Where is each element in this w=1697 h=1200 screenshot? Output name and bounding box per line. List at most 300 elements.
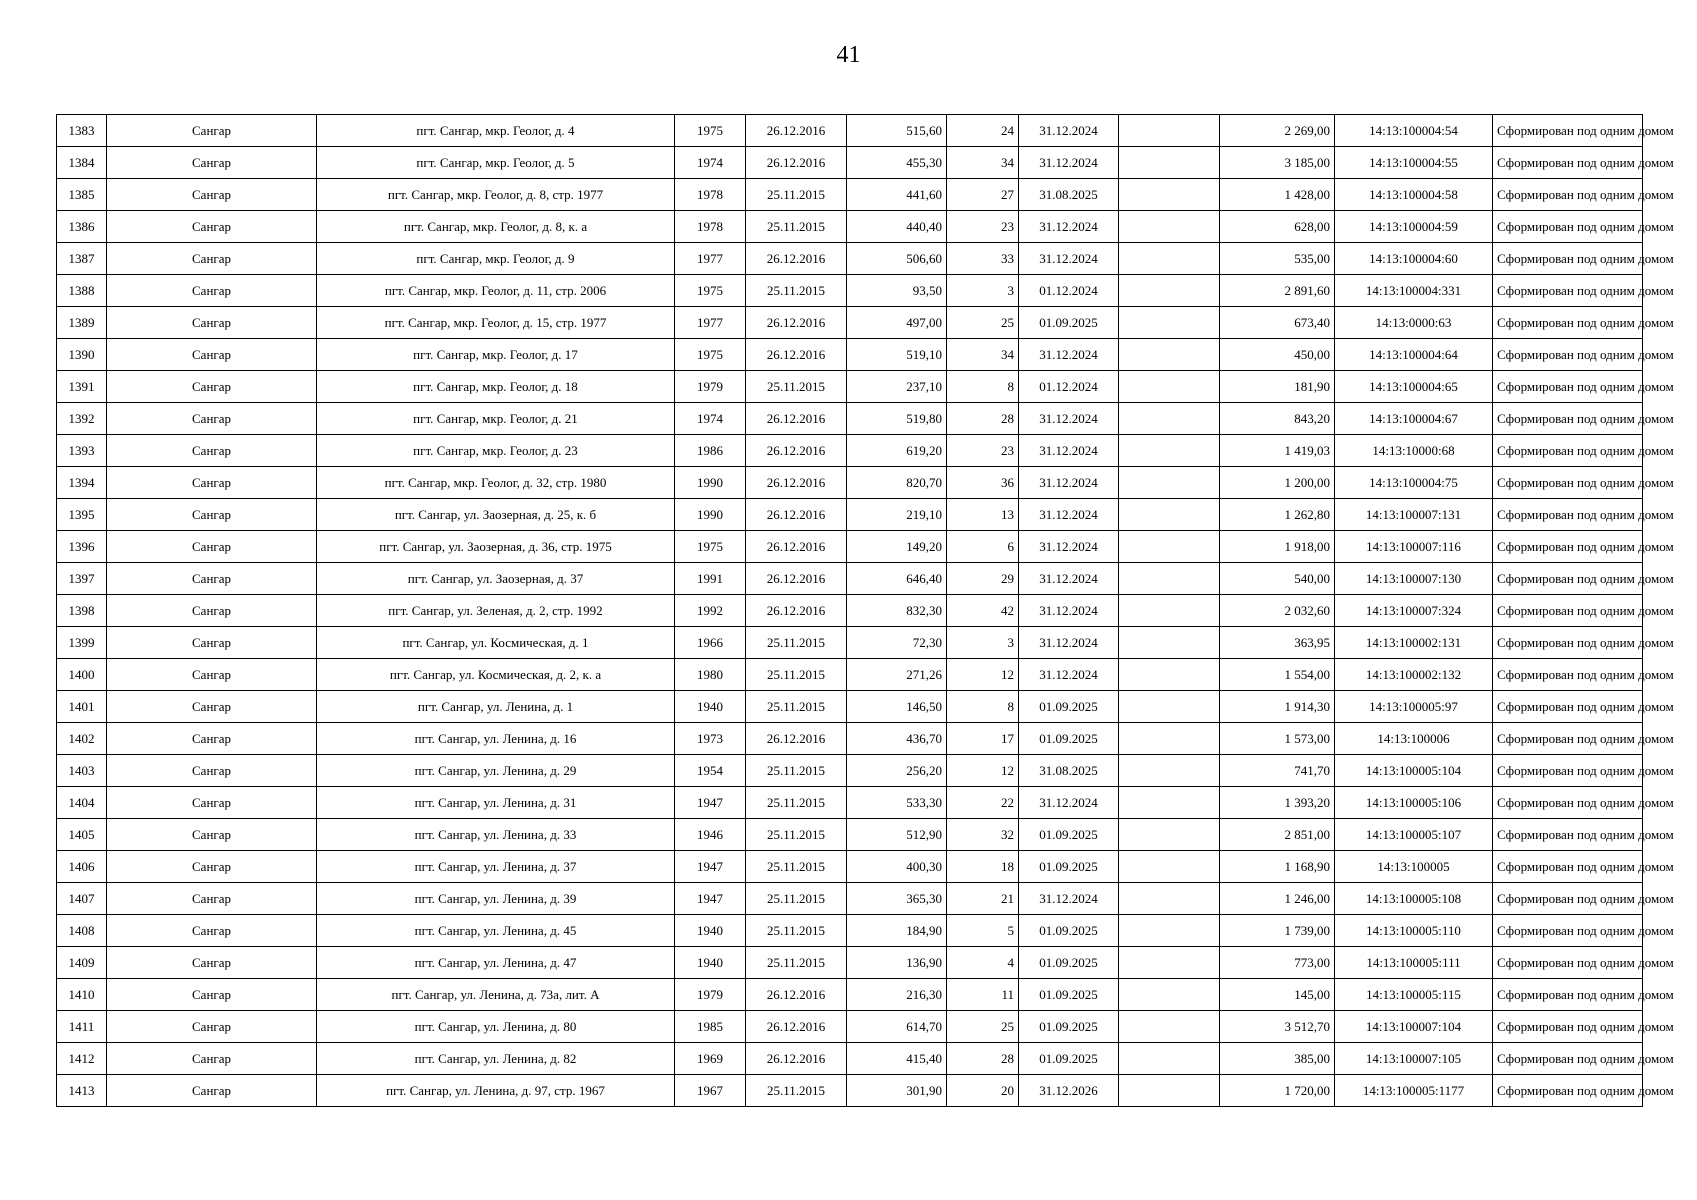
address-cell: пгт. Сангар, ул. Ленина, д. 45: [317, 915, 675, 947]
area-cell: 216,30: [847, 979, 947, 1011]
address-cell: пгт. Сангар, мкр. Геолог, д. 9: [317, 243, 675, 275]
land-area-cell: 3 512,70: [1220, 1011, 1335, 1043]
area-cell: 72,30: [847, 627, 947, 659]
area-cell: 440,40: [847, 211, 947, 243]
land-area-cell: 1 554,00: [1220, 659, 1335, 691]
address-cell: пгт. Сангар, мкр. Геолог, д. 4: [317, 115, 675, 147]
date-cell: 26.12.2016: [746, 307, 847, 339]
status-note-cell: Сформирован под одним домом: [1493, 1043, 1643, 1075]
count-cell: 42: [947, 595, 1019, 627]
area-cell: 519,80: [847, 403, 947, 435]
date-cell: 26.12.2016: [746, 1011, 847, 1043]
deadline-cell: 01.09.2025: [1019, 979, 1119, 1011]
area-cell: 146,50: [847, 691, 947, 723]
area-cell: 515,60: [847, 115, 947, 147]
empty-cell: [1119, 595, 1220, 627]
row-number-cell: 1399: [57, 627, 107, 659]
deadline-cell: 31.08.2025: [1019, 755, 1119, 787]
deadline-cell: 31.12.2024: [1019, 531, 1119, 563]
address-cell: пгт. Сангар, мкр. Геолог, д. 32, стр. 1980: [317, 467, 675, 499]
deadline-cell: 01.09.2025: [1019, 1043, 1119, 1075]
address-cell: пгт. Сангар, мкр. Геолог, д. 17: [317, 339, 675, 371]
cadastral-number-cell: 14:13:100004:75: [1335, 467, 1493, 499]
row-number-cell: 1405: [57, 819, 107, 851]
date-cell: 25.11.2015: [746, 819, 847, 851]
row-number-cell: 1412: [57, 1043, 107, 1075]
status-note-cell: Сформирован под одним домом: [1493, 851, 1643, 883]
count-cell: 28: [947, 403, 1019, 435]
area-cell: 436,70: [847, 723, 947, 755]
build-year-cell: 1986: [675, 435, 746, 467]
status-note-cell: Сформирован под одним домом: [1493, 915, 1643, 947]
status-note-cell: Сформирован под одним домом: [1493, 755, 1643, 787]
status-note-cell: Сформирован под одним домом: [1493, 627, 1643, 659]
table-row: [57, 947, 1643, 979]
date-cell: 25.11.2015: [746, 659, 847, 691]
registry-body: [57, 115, 1674, 1107]
date-cell: 26.12.2016: [746, 979, 847, 1011]
count-cell: 34: [947, 147, 1019, 179]
area-cell: 237,10: [847, 371, 947, 403]
cadastral-number-cell: 14:13:100007:131: [1335, 499, 1493, 531]
area-cell: 149,20: [847, 531, 947, 563]
row-number-cell: 1392: [57, 403, 107, 435]
settlement-cell: Сангар: [107, 787, 317, 819]
date-cell: 25.11.2015: [746, 211, 847, 243]
cadastral-number-cell: 14:13:100005:104: [1335, 755, 1493, 787]
empty-cell: [1119, 179, 1220, 211]
build-year-cell: 1966: [675, 627, 746, 659]
settlement-cell: Сангар: [107, 179, 317, 211]
table-row: [57, 627, 1643, 659]
build-year-cell: 1978: [675, 179, 746, 211]
land-area-cell: 2 851,00: [1220, 819, 1335, 851]
land-area-cell: 450,00: [1220, 339, 1335, 371]
land-area-cell: 2 032,60: [1220, 595, 1335, 627]
empty-cell: [1119, 627, 1220, 659]
status-note-cell: Сформирован под одним домом: [1493, 147, 1643, 179]
count-cell: 8: [947, 691, 1019, 723]
settlement-cell: Сангар: [107, 851, 317, 883]
status-note-cell: Сформирован под одним домом: [1493, 467, 1643, 499]
settlement-cell: Сангар: [107, 403, 317, 435]
cadastral-number-cell: 14:13:100004:331: [1335, 275, 1493, 307]
empty-cell: [1119, 563, 1220, 595]
table-row: [57, 883, 1643, 915]
settlement-cell: Сангар: [107, 659, 317, 691]
build-year-cell: 1977: [675, 307, 746, 339]
empty-cell: [1119, 915, 1220, 947]
date-cell: 25.11.2015: [746, 851, 847, 883]
cadastral-number-cell: 14:13:100005: [1335, 851, 1493, 883]
build-year-cell: 1975: [675, 531, 746, 563]
area-cell: 415,40: [847, 1043, 947, 1075]
build-year-cell: 1975: [675, 115, 746, 147]
area-cell: 219,10: [847, 499, 947, 531]
deadline-cell: 01.09.2025: [1019, 819, 1119, 851]
address-cell: пгт. Сангар, мкр. Геолог, д. 8, к. а: [317, 211, 675, 243]
address-cell: пгт. Сангар, ул. Ленина, д. 47: [317, 947, 675, 979]
settlement-cell: Сангар: [107, 979, 317, 1011]
deadline-cell: 01.09.2025: [1019, 851, 1119, 883]
land-area-cell: 628,00: [1220, 211, 1335, 243]
status-note-cell: Сформирован под одним домом: [1493, 723, 1643, 755]
cadastral-number-cell: 14:13:100005:108: [1335, 883, 1493, 915]
cadastral-number-cell: 14:13:100002:132: [1335, 659, 1493, 691]
status-note-cell: Сформирован под одним домом: [1493, 787, 1643, 819]
page-number: 41: [836, 42, 861, 68]
count-cell: 5: [947, 915, 1019, 947]
row-number-cell: 1410: [57, 979, 107, 1011]
date-cell: 26.12.2016: [746, 595, 847, 627]
status-note-cell: Сформирован под одним домом: [1493, 979, 1643, 1011]
status-note-cell: Сформирован под одним домом: [1493, 819, 1643, 851]
land-area-cell: 1 739,00: [1220, 915, 1335, 947]
settlement-cell: Сангар: [107, 691, 317, 723]
table-row: [57, 467, 1643, 499]
area-cell: 455,30: [847, 147, 947, 179]
settlement-cell: Сангар: [107, 531, 317, 563]
build-year-cell: 1940: [675, 915, 746, 947]
area-cell: 400,30: [847, 851, 947, 883]
deadline-cell: 31.12.2024: [1019, 243, 1119, 275]
build-year-cell: 1940: [675, 947, 746, 979]
deadline-cell: 31.12.2024: [1019, 595, 1119, 627]
area-cell: 614,70: [847, 1011, 947, 1043]
cadastral-number-cell: 14:13:100005:111: [1335, 947, 1493, 979]
date-cell: 26.12.2016: [746, 531, 847, 563]
row-number-cell: 1402: [57, 723, 107, 755]
empty-cell: [1119, 147, 1220, 179]
table-row: [57, 403, 1643, 435]
build-year-cell: 1946: [675, 819, 746, 851]
table-row: [57, 211, 1643, 243]
address-cell: пгт. Сангар, мкр. Геолог, д. 8, стр. 1977: [317, 179, 675, 211]
row-number-cell: 1398: [57, 595, 107, 627]
settlement-cell: Сангар: [107, 595, 317, 627]
table-row: [57, 691, 1643, 723]
settlement-cell: Сангар: [107, 211, 317, 243]
count-cell: 18: [947, 851, 1019, 883]
count-cell: 25: [947, 307, 1019, 339]
land-area-cell: 1 200,00: [1220, 467, 1335, 499]
deadline-cell: 31.12.2024: [1019, 147, 1119, 179]
empty-cell: [1119, 659, 1220, 691]
row-number-cell: 1394: [57, 467, 107, 499]
row-number-cell: 1386: [57, 211, 107, 243]
status-note-cell: Сформирован под одним домом: [1493, 115, 1643, 147]
build-year-cell: 1992: [675, 595, 746, 627]
empty-cell: [1119, 883, 1220, 915]
deadline-cell: 31.08.2025: [1019, 179, 1119, 211]
address-cell: пгт. Сангар, мкр. Геолог, д. 23: [317, 435, 675, 467]
count-cell: 23: [947, 211, 1019, 243]
cadastral-number-cell: 14:13:100007:105: [1335, 1043, 1493, 1075]
count-cell: 21: [947, 883, 1019, 915]
area-cell: 506,60: [847, 243, 947, 275]
build-year-cell: 1985: [675, 1011, 746, 1043]
area-cell: 832,30: [847, 595, 947, 627]
date-cell: 26.12.2016: [746, 563, 847, 595]
build-year-cell: 1990: [675, 467, 746, 499]
cadastral-number-cell: 14:13:100004:58: [1335, 179, 1493, 211]
date-cell: 25.11.2015: [746, 691, 847, 723]
settlement-cell: Сангар: [107, 563, 317, 595]
area-cell: 365,30: [847, 883, 947, 915]
date-cell: 26.12.2016: [746, 243, 847, 275]
table-row: [57, 851, 1643, 883]
row-number-cell: 1400: [57, 659, 107, 691]
settlement-cell: Сангар: [107, 147, 317, 179]
row-number-cell: 1385: [57, 179, 107, 211]
deadline-cell: 31.12.2024: [1019, 339, 1119, 371]
count-cell: 11: [947, 979, 1019, 1011]
build-year-cell: 1969: [675, 1043, 746, 1075]
address-cell: пгт. Сангар, ул. Ленина, д. 37: [317, 851, 675, 883]
count-cell: 17: [947, 723, 1019, 755]
row-number-cell: 1408: [57, 915, 107, 947]
settlement-cell: Сангар: [107, 915, 317, 947]
build-year-cell: 1947: [675, 787, 746, 819]
land-area-cell: 535,00: [1220, 243, 1335, 275]
empty-cell: [1119, 755, 1220, 787]
empty-cell: [1119, 787, 1220, 819]
settlement-cell: Сангар: [107, 755, 317, 787]
land-area-cell: 1 720,00: [1220, 1075, 1335, 1107]
area-cell: 619,20: [847, 435, 947, 467]
empty-cell: [1119, 1043, 1220, 1075]
deadline-cell: 31.12.2024: [1019, 467, 1119, 499]
address-cell: пгт. Сангар, мкр. Геолог, д. 5: [317, 147, 675, 179]
table-row: [57, 723, 1643, 755]
land-area-cell: 181,90: [1220, 371, 1335, 403]
row-number-cell: 1395: [57, 499, 107, 531]
area-cell: 497,00: [847, 307, 947, 339]
empty-cell: [1119, 467, 1220, 499]
count-cell: 28: [947, 1043, 1019, 1075]
address-cell: пгт. Сангар, мкр. Геолог, д. 11, стр. 2006: [317, 275, 675, 307]
build-year-cell: 1947: [675, 851, 746, 883]
land-area-cell: 1 168,90: [1220, 851, 1335, 883]
count-cell: 34: [947, 339, 1019, 371]
cadastral-number-cell: 14:13:100007:116: [1335, 531, 1493, 563]
empty-cell: [1119, 371, 1220, 403]
count-cell: 32: [947, 819, 1019, 851]
settlement-cell: Сангар: [107, 1043, 317, 1075]
settlement-cell: Сангар: [107, 1011, 317, 1043]
table-row: [57, 307, 1643, 339]
table-row: [57, 915, 1643, 947]
count-cell: 12: [947, 755, 1019, 787]
area-cell: 646,40: [847, 563, 947, 595]
table-row: [57, 339, 1643, 371]
deadline-cell: 31.12.2024: [1019, 403, 1119, 435]
date-cell: 25.11.2015: [746, 915, 847, 947]
status-note-cell: Сформирован под одним домом: [1493, 531, 1643, 563]
address-cell: пгт. Сангар, ул. Космическая, д. 2, к. а: [317, 659, 675, 691]
date-cell: 25.11.2015: [746, 179, 847, 211]
status-note-cell: Сформирован под одним домом: [1493, 307, 1643, 339]
land-area-cell: 385,00: [1220, 1043, 1335, 1075]
land-area-cell: 363,95: [1220, 627, 1335, 659]
address-cell: пгт. Сангар, ул. Заозерная, д. 37: [317, 563, 675, 595]
empty-cell: [1119, 851, 1220, 883]
count-cell: 23: [947, 435, 1019, 467]
address-cell: пгт. Сангар, мкр. Геолог, д. 21: [317, 403, 675, 435]
area-cell: 301,90: [847, 1075, 947, 1107]
row-number-cell: 1407: [57, 883, 107, 915]
deadline-cell: 31.12.2024: [1019, 883, 1119, 915]
area-cell: 820,70: [847, 467, 947, 499]
settlement-cell: Сангар: [107, 723, 317, 755]
cadastral-number-cell: 14:13:0000:63: [1335, 307, 1493, 339]
address-cell: пгт. Сангар, ул. Ленина, д. 1: [317, 691, 675, 723]
table-row: [57, 275, 1643, 307]
build-year-cell: 1975: [675, 275, 746, 307]
settlement-cell: Сангар: [107, 627, 317, 659]
table-row: [57, 819, 1643, 851]
date-cell: 25.11.2015: [746, 947, 847, 979]
address-cell: пгт. Сангар, ул. Ленина, д. 39: [317, 883, 675, 915]
row-number-cell: 1390: [57, 339, 107, 371]
build-year-cell: 1979: [675, 371, 746, 403]
table-row: [57, 115, 1643, 147]
count-cell: 8: [947, 371, 1019, 403]
count-cell: 33: [947, 243, 1019, 275]
address-cell: пгт. Сангар, ул. Заозерная, д. 36, стр. 1975: [317, 531, 675, 563]
address-cell: пгт. Сангар, ул. Зеленая, д. 2, стр. 1992: [317, 595, 675, 627]
deadline-cell: 31.12.2024: [1019, 115, 1119, 147]
deadline-cell: 31.12.2024: [1019, 787, 1119, 819]
empty-cell: [1119, 435, 1220, 467]
settlement-cell: Сангар: [107, 435, 317, 467]
cadastral-number-cell: 14:13:100005:115: [1335, 979, 1493, 1011]
row-number-cell: 1397: [57, 563, 107, 595]
date-cell: 25.11.2015: [746, 787, 847, 819]
empty-cell: [1119, 243, 1220, 275]
build-year-cell: 1974: [675, 147, 746, 179]
table-row: [57, 979, 1643, 1011]
table-row: [57, 1043, 1643, 1075]
build-year-cell: 1974: [675, 403, 746, 435]
address-cell: пгт. Сангар, ул. Ленина, д. 33: [317, 819, 675, 851]
deadline-cell: 01.12.2024: [1019, 371, 1119, 403]
cadastral-number-cell: 14:13:100007:324: [1335, 595, 1493, 627]
address-cell: пгт. Сангар, ул. Заозерная, д. 25, к. б: [317, 499, 675, 531]
settlement-cell: Сангар: [107, 819, 317, 851]
settlement-cell: Сангар: [107, 883, 317, 915]
cadastral-number-cell: 14:13:100004:54: [1335, 115, 1493, 147]
cadastral-number-cell: 14:13:100005:97: [1335, 691, 1493, 723]
count-cell: 13: [947, 499, 1019, 531]
table-row: [57, 787, 1643, 819]
row-number-cell: 1389: [57, 307, 107, 339]
land-area-cell: 1 246,00: [1220, 883, 1335, 915]
row-number-cell: 1406: [57, 851, 107, 883]
build-year-cell: 1978: [675, 211, 746, 243]
status-note-cell: Сформирован под одним домом: [1493, 563, 1643, 595]
table-row: [57, 563, 1643, 595]
address-cell: пгт. Сангар, ул. Ленина, д. 97, стр. 1967: [317, 1075, 675, 1107]
date-cell: 26.12.2016: [746, 339, 847, 371]
status-note-cell: Сформирован под одним домом: [1493, 211, 1643, 243]
empty-cell: [1119, 947, 1220, 979]
build-year-cell: 1940: [675, 691, 746, 723]
build-year-cell: 1990: [675, 499, 746, 531]
row-number-cell: 1409: [57, 947, 107, 979]
row-number-cell: 1411: [57, 1011, 107, 1043]
date-cell: 26.12.2016: [746, 403, 847, 435]
land-area-cell: 773,00: [1220, 947, 1335, 979]
settlement-cell: Сангар: [107, 467, 317, 499]
date-cell: 26.12.2016: [746, 467, 847, 499]
date-cell: 26.12.2016: [746, 1043, 847, 1075]
settlement-cell: Сангар: [107, 307, 317, 339]
status-note-cell: Сформирован под одним домом: [1493, 339, 1643, 371]
status-note-cell: Сформирован под одним домом: [1493, 1075, 1643, 1107]
empty-cell: [1119, 403, 1220, 435]
land-area-cell: 540,00: [1220, 563, 1335, 595]
deadline-cell: 31.12.2024: [1019, 499, 1119, 531]
cadastral-number-cell: 14:13:100004:59: [1335, 211, 1493, 243]
status-note-cell: Сформирован под одним домом: [1493, 499, 1643, 531]
table-row: [57, 595, 1643, 627]
settlement-cell: Сангар: [107, 947, 317, 979]
area-cell: 533,30: [847, 787, 947, 819]
build-year-cell: 1973: [675, 723, 746, 755]
status-note-cell: Сформирован под одним домом: [1493, 435, 1643, 467]
status-note-cell: Сформирован под одним домом: [1493, 1011, 1643, 1043]
settlement-cell: Сангар: [107, 371, 317, 403]
land-area-cell: 3 185,00: [1220, 147, 1335, 179]
deadline-cell: 31.12.2024: [1019, 435, 1119, 467]
deadline-cell: 31.12.2024: [1019, 659, 1119, 691]
build-year-cell: 1975: [675, 339, 746, 371]
count-cell: 36: [947, 467, 1019, 499]
address-cell: пгт. Сангар, мкр. Геолог, д. 18: [317, 371, 675, 403]
row-number-cell: 1391: [57, 371, 107, 403]
land-area-cell: 145,00: [1220, 979, 1335, 1011]
empty-cell: [1119, 723, 1220, 755]
settlement-cell: Сангар: [107, 499, 317, 531]
date-cell: 26.12.2016: [746, 147, 847, 179]
area-cell: 271,26: [847, 659, 947, 691]
date-cell: 25.11.2015: [746, 1075, 847, 1107]
table-row: [57, 179, 1643, 211]
count-cell: 27: [947, 179, 1019, 211]
table-row: [57, 659, 1643, 691]
row-number-cell: 1387: [57, 243, 107, 275]
row-number-cell: 1413: [57, 1075, 107, 1107]
status-note-cell: Сформирован под одним домом: [1493, 947, 1643, 979]
table-row: [57, 371, 1643, 403]
empty-cell: [1119, 979, 1220, 1011]
settlement-cell: Сангар: [107, 275, 317, 307]
deadline-cell: 01.09.2025: [1019, 691, 1119, 723]
count-cell: 24: [947, 115, 1019, 147]
land-area-cell: 1 428,00: [1220, 179, 1335, 211]
table-row: [57, 531, 1643, 563]
status-note-cell: Сформирован под одним домом: [1493, 883, 1643, 915]
table-row: [57, 499, 1643, 531]
date-cell: 25.11.2015: [746, 371, 847, 403]
count-cell: 29: [947, 563, 1019, 595]
area-cell: 184,90: [847, 915, 947, 947]
empty-cell: [1119, 307, 1220, 339]
count-cell: 22: [947, 787, 1019, 819]
count-cell: 12: [947, 659, 1019, 691]
date-cell: 26.12.2016: [746, 723, 847, 755]
